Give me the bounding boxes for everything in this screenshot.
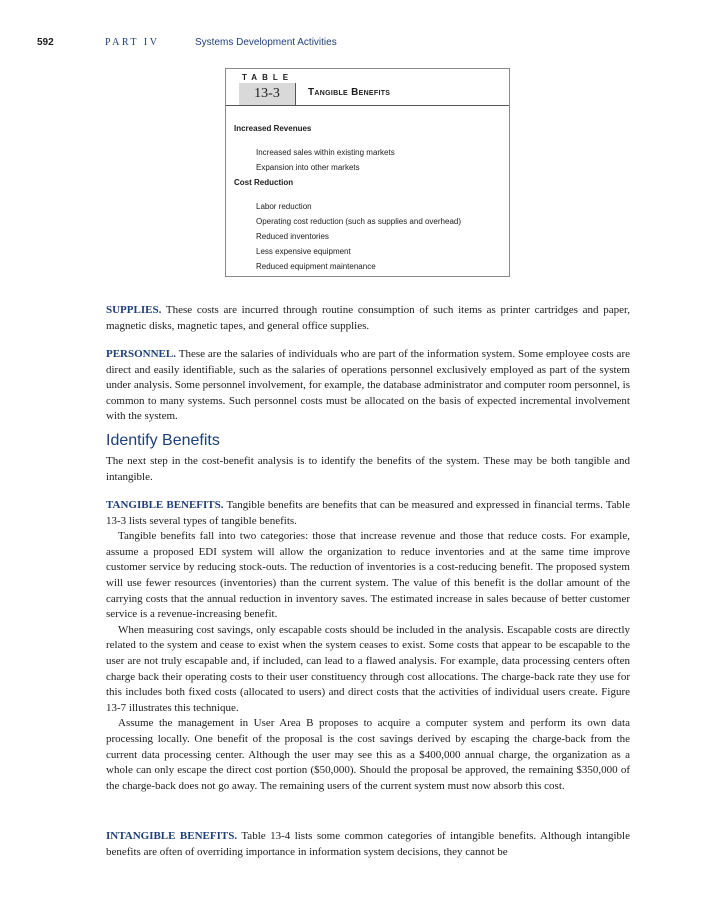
supplies-text: These costs are incurred through routine consumption of such items as printer cartridges and paper, magnetic disks, magnetic tapes, and general office supplies.: [106, 304, 630, 332]
table-item: Labor reduction: [256, 202, 312, 211]
section-title: Systems Development Activities: [195, 37, 337, 48]
table-13-3: [225, 68, 510, 277]
identify-text: The next step in the cost-benefit analysis is to identify the benefits of the system. These may be both tangible and intangible.: [106, 455, 630, 483]
supplies-paragraph: [106, 303, 630, 334]
table-item: Expansion into other markets: [256, 163, 360, 172]
identify-benefits-heading: Identify Benefits: [106, 432, 220, 449]
table-label: TABLE: [242, 73, 294, 82]
table-category: Increased Revenues: [234, 124, 312, 133]
page-number: 592: [37, 37, 54, 48]
tangible-paragraph-2: When measuring cost savings, only escapable costs should be included in the analysis. Escapable costs are directly related to the system and cease to exist when the system ceases to exist. Some costs that appear to be escapable to the user are not truly escapable and, if included, can lead to a flawed analysis. For example, data processing centers often charge back their operating costs to their user constituency through cost allocations. The charge-back rate they use for this includes both fixed costs (allocated to users) and direct costs that the activities of individual users create. Figure 13-7 illustrates this technique.: [106, 623, 630, 714]
intangible-heading: INTANGIBLE BENEFITS.: [106, 830, 238, 842]
tangible-paragraph-1: Tangible benefits fall into two categories: those that increase revenue and those that reduce costs. For example, assume a proposed EDI system will allow the organization to reduce inventories and at the same time improve customer service by reducing stock-outs. The reduction of inventories is a cost-reducing benefit. The proposed system will use fewer resources (inventories) than the current system. The value of this benefit is the dollar amount of the carrying costs that the annual reduction in inventory saves. The estimated increase in sales because of better customer service is a revenue-increasing benefit.: [106, 530, 630, 621]
personnel-text: These are the salaries of individuals who are part of the information system. Some employee costs are direct and easily identifiable, such as the salaries of operations personnel exclusively employed as part of the system under analysis. Some personnel involvement, for example, the database administrator and computer room personnel, is common to many systems. Such personnel costs must be allocated on the basis of expected incremental involvement with the system.: [106, 348, 630, 423]
table-title: Tangible Benefits: [308, 87, 391, 98]
identify-paragraph: [106, 454, 630, 485]
tangible-section: [106, 498, 630, 794]
table-item: Reduced inventories: [256, 232, 329, 241]
supplies-heading: SUPPLIES.: [106, 304, 162, 316]
table-body: [234, 121, 461, 274]
table-number: 13-3: [239, 83, 295, 105]
tangible-paragraph-3: Assume the management in User Area B proposes to acquire a computer system and perform its own data processing locally. One benefit of the proposal is the cost savings derived by escaping the charge-back from the current data processing center. Although the user may see this as a $400,000 annual charge, the organization as a whole can only escape the direct cost portion ($50,000). Should the proposal be approved, the remaining $350,000 of the charge-back does not go away. The remaining users of the current system must now absorb this cost.: [106, 717, 630, 792]
table-item: Reduced equipment maintenance: [256, 262, 376, 271]
tangible-intro: Tangible benefits are benefits that can be measured and expressed in financial terms. Table 13-3 lists several types of tangible benefits.: [106, 499, 630, 527]
tangible-heading: TANGIBLE BENEFITS.: [106, 499, 224, 511]
table-item: Increased sales within existing markets: [256, 148, 395, 157]
table-divider-vertical: [295, 83, 296, 105]
table-category: Cost Reduction: [234, 178, 294, 187]
table-item: Less expensive equipment: [256, 247, 351, 256]
table-divider-horizontal: [226, 105, 509, 106]
table-item: Operating cost reduction (such as supplies and overhead): [256, 217, 462, 226]
personnel-paragraph: [106, 347, 630, 425]
intangible-text: Table 13-4 lists some common categories of intangible benefits. Although intangible benefits are often of overriding importance in information system decisions, they cannot be: [106, 830, 630, 858]
part-label: PART IV: [105, 37, 160, 48]
personnel-heading: PERSONNEL.: [106, 348, 176, 360]
intangible-paragraph: [106, 829, 630, 860]
